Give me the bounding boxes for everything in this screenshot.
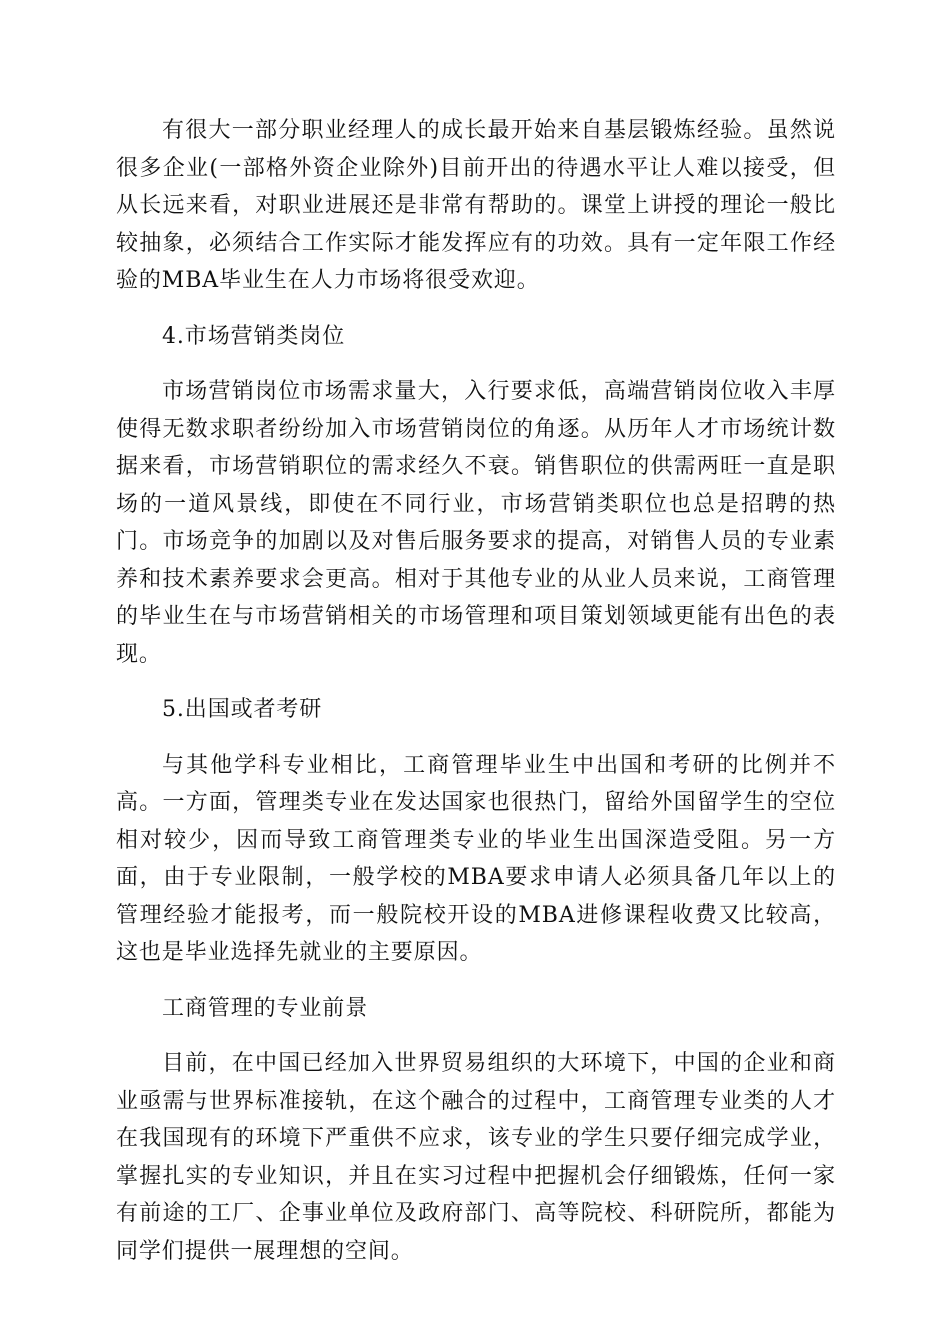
heading-major-prospects: 工商管理的专业前景 [162,995,369,1021]
document-body [116,112,836,1270]
paragraph-career-growth: 有很大一部分职业经理人的成长最开始来自基层锻炼经验。虽然说很多企业(一部格外资企业除外)目前开出的待遇水平让人难以接受，但从长远来看，对职业进展还是非常有帮助的。课堂上讲授的理论一般比较抽象，必须结合工作实际才能发挥应有的功效。具有一定年限工作经验的MBA毕业生在人力市场将很受欢迎。 [116,118,836,293]
paragraph-major-prospects: 目前，在中国已经加入世界贸易组织的大环境下，中国的企业和商业亟需与世界标准接轨，在这个融合的过程中，工商管理专业类的人才在我国现有的环境下严重供不应求，该专业的学生只要仔细完成学业，掌握扎实的专业知识，并且在实习过程中把握机会仔细锻炼，任何一家有前途的工厂、企事业单位及政府部门、高等院校、科研院所，都能为同学们提供一展理想的空间。 [116,1051,836,1264]
heading-study-abroad: 5.出国或者考研 [162,697,323,722]
heading-marketing-positions: 4.市场营销类岗位 [162,323,346,349]
paragraph-study-abroad: 与其他学科专业相比，工商管理毕业生中出国和考研的比例并不高。一方面，管理类专业在发达国家也很热门，留给外国留学生的空位相对较少，因而导致工商管理类专业的毕业生出国深造受阻。另一方面，由于专业限制，一般学校的MBA要求申请人必须具备几年以上的管理经验才能报考，而一般院校开设的MBA进修课程收费又比较高，这也是毕业选择先就业的主要原因。 [116,752,836,965]
paragraph-marketing-positions: 市场营销岗位市场需求量大，入行要求低，高端营销岗位收入丰厚使得无数求职者纷纷加入市场营销岗位的角逐。从历年人才市场统计数据来看，市场营销职位的需求经久不衰。销售职位的供需两旺一直是职场的一道风景线，即使在不同行业，市场营销类职位也总是招聘的热门。市场竞争的加剧以及对售后服务要求的提高，对销售人员的专业素养和技术素养要求会更高。相对于其他专业的从业人员来说，工商管理的毕业生在与市场营销相关的市场管理和项目策划领域更能有出色的表现。 [116,379,836,667]
